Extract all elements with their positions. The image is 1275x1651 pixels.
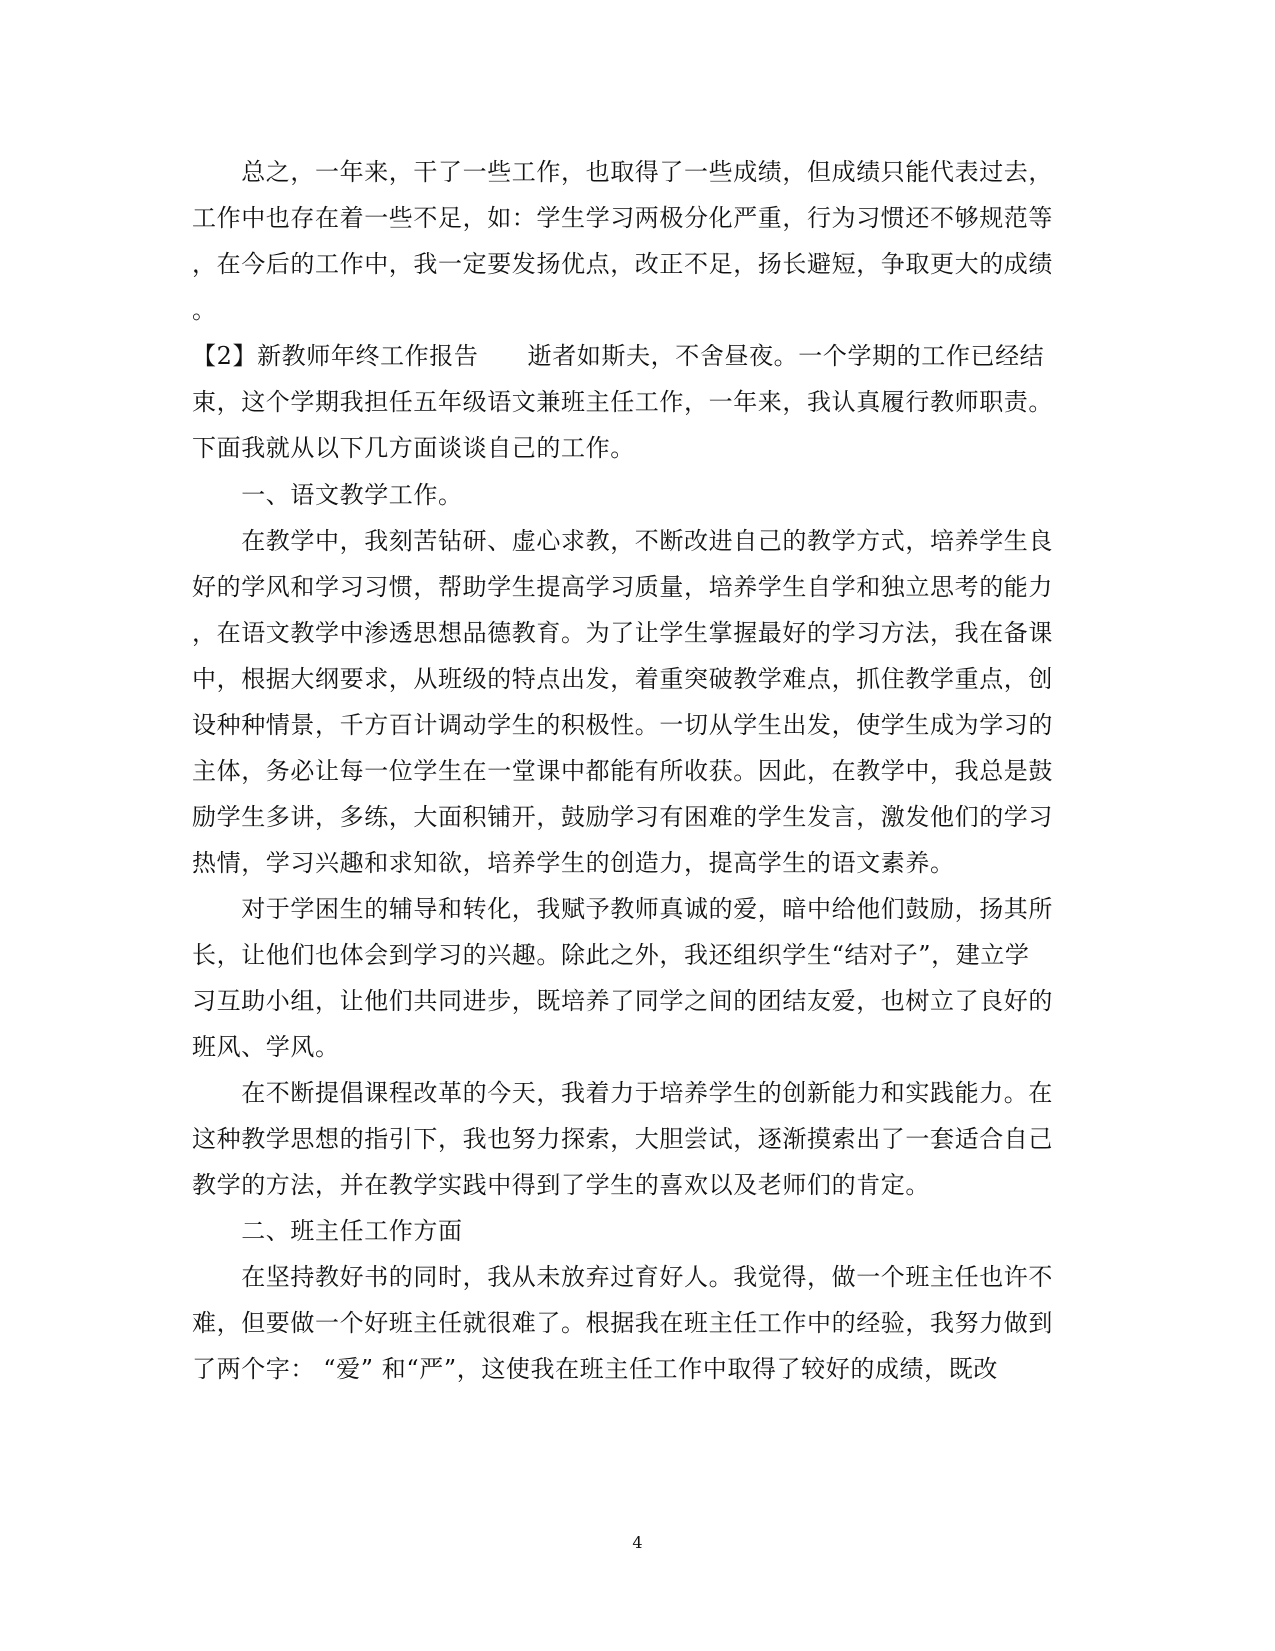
page-number: 4 bbox=[632, 1533, 643, 1552]
text-line: ，在今后的工作中，我一定要发扬优点，改正不足，扬长避短，争取更大的成绩 bbox=[192, 250, 1053, 278]
text-line: 束，这个学期我担任五年级语文兼班主任工作，一年来，我认真履行教师职责。 bbox=[192, 388, 1053, 416]
section-heading-line: 【2】新教师年终工作报告 逝者如斯夫，不舍昼夜。一个学期的工作已经结 bbox=[192, 342, 1045, 370]
text-line: 教学的方法，并在教学实践中得到了学生的喜欢以及老师们的肯定。 bbox=[192, 1171, 930, 1199]
text-line: 中，根据大纲要求，从班级的特点出发，着重突破教学难点，抓住教学重点，创 bbox=[192, 665, 1053, 693]
text-line: 这种教学思想的指引下，我也努力探索，大胆尝试，逐渐摸索出了一套适合自己 bbox=[192, 1125, 1053, 1153]
text-line: 在教学中，我刻苦钻研、虚心求教，不断改进自己的教学方式，培养学生良 bbox=[192, 527, 1053, 555]
text-line: 下面我就从以下几方面谈谈自己的工作。 bbox=[192, 434, 635, 462]
text-line: ，在语文教学中渗透思想品德教育。为了让学生掌握最好的学习方法，我在备课 bbox=[192, 619, 1053, 647]
text-line: 了两个字： “爱” 和“严”，这使我在班主任工作中取得了较好的成绩，既改 bbox=[192, 1355, 998, 1383]
text-line: 难，但要做一个好班主任就很难了。根据我在班主任工作中的经验，我努力做到 bbox=[192, 1309, 1053, 1337]
text-line: 在不断提倡课程改革的今天，我着力于培养学生的创新能力和实践能力。在 bbox=[192, 1079, 1053, 1107]
text-line: 长，让他们也体会到学习的兴趣。除此之外，我还组织学生“结对子”，建立学 bbox=[192, 941, 1030, 969]
text-line: 在坚持教好书的同时，我从未放弃过育好人。我觉得，做一个班主任也许不 bbox=[192, 1263, 1053, 1291]
text-line: 习互助小组，让他们共同进步，既培养了同学之间的团结友爱，也树立了良好的 bbox=[192, 987, 1053, 1015]
text-line: 主体，务必让每一位学生在一堂课中都能有所收获。因此，在教学中，我总是鼓 bbox=[192, 757, 1053, 785]
text-line: 。 bbox=[192, 296, 217, 324]
subheading-line: 二、班主任工作方面 bbox=[192, 1217, 463, 1245]
text-line: 设种种情景，千方百计调动学生的积极性。一切从学生出发，使学生成为学习的 bbox=[192, 711, 1053, 739]
text-line: 励学生多讲，多练，大面积铺开，鼓励学习有困难的学生发言，激发他们的学习 bbox=[192, 803, 1053, 831]
subheading-line: 一、语文教学工作。 bbox=[192, 481, 463, 509]
text-line: 班风、学风。 bbox=[192, 1033, 340, 1061]
text-line: 对于学困生的辅导和转化，我赋予教师真诚的爱，暗中给他们鼓励，扬其所 bbox=[192, 895, 1053, 923]
text-line: 热情，学习兴趣和求知欲，培养学生的创造力，提高学生的语文素养。 bbox=[192, 849, 955, 877]
text-line: 好的学风和学习习惯，帮助学生提高学习质量，培养学生自学和独立思考的能力 bbox=[192, 573, 1053, 601]
text-line: 工作中也存在着一些不足，如：学生学习两极分化严重，行为习惯还不够规范等 bbox=[192, 204, 1053, 232]
text-line: 总之，一年来，干了一些工作，也取得了一些成绩，但成绩只能代表过去， bbox=[192, 158, 1053, 186]
